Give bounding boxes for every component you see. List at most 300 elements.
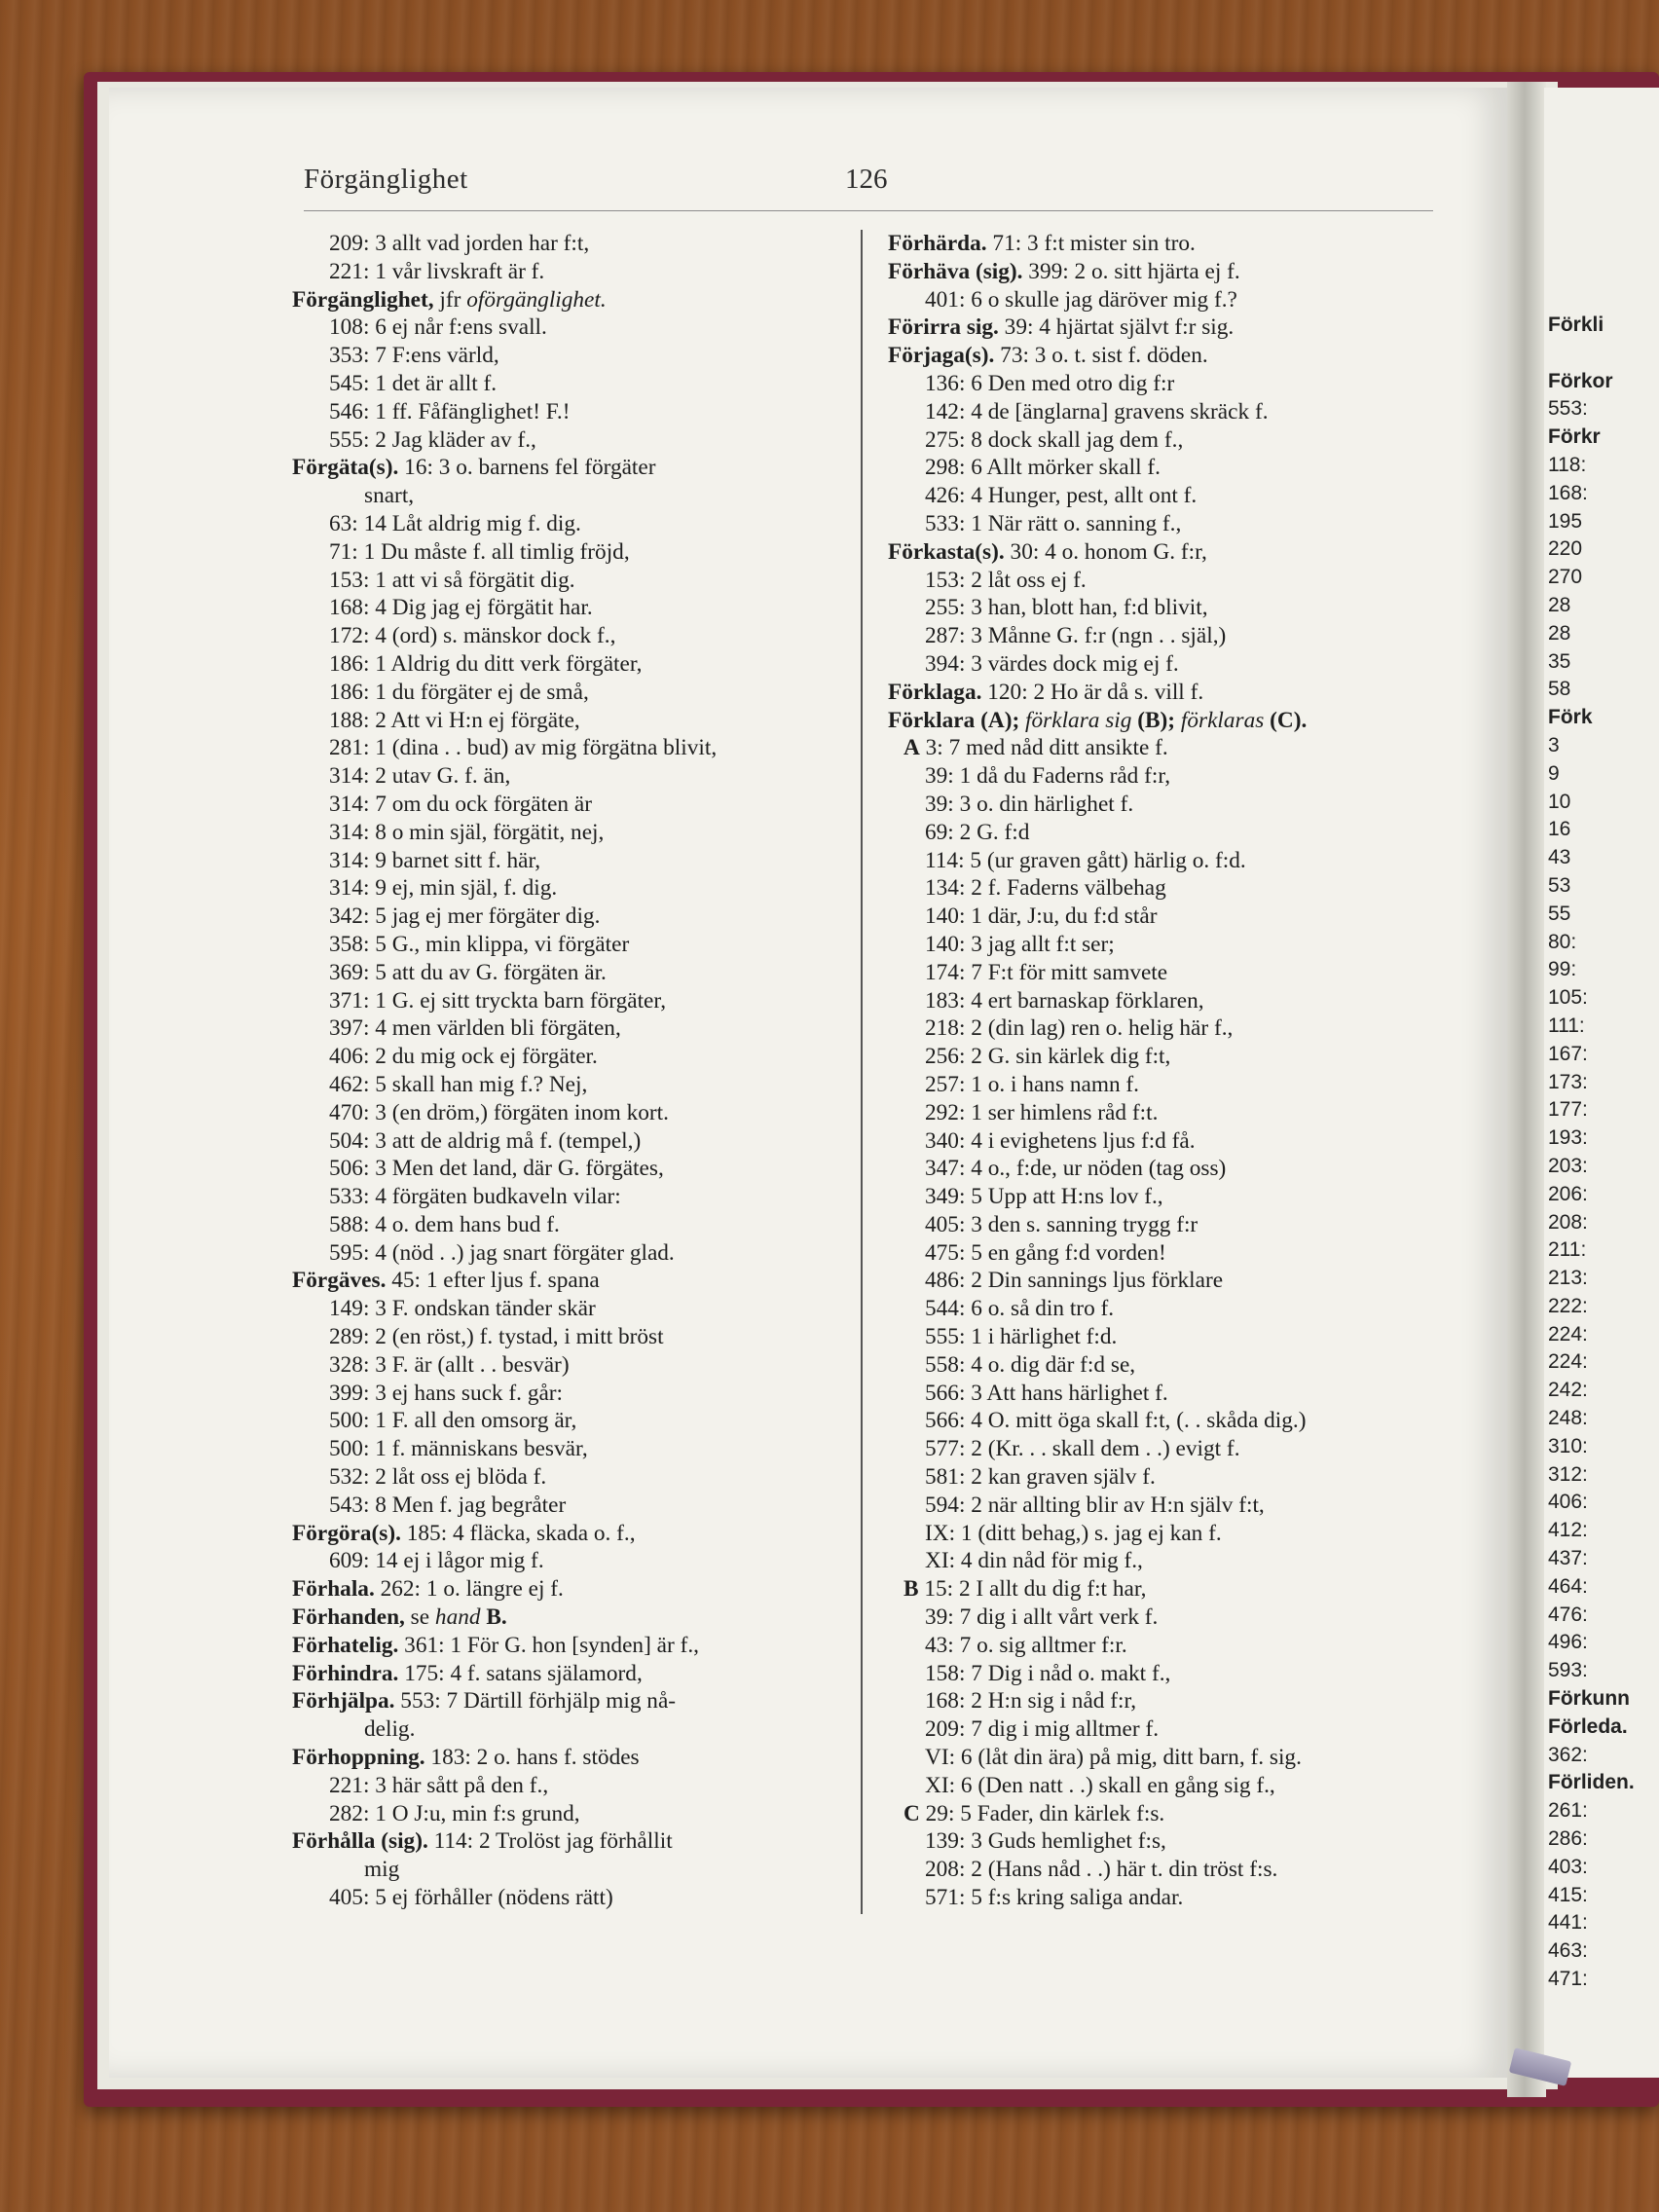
next-page-fragment: 195 bbox=[1548, 509, 1583, 533]
index-subentry bbox=[292, 1407, 857, 1435]
next-page-fragment: 441: bbox=[1548, 1911, 1588, 1935]
index-section-entry bbox=[888, 1575, 1462, 1604]
entry-text: 353: 7 F:ens värld, bbox=[329, 343, 499, 369]
headword: Förhindra. bbox=[292, 1660, 399, 1686]
entry-text: 282: 1 O J:u, min f:s grund, bbox=[329, 1800, 580, 1826]
entry-text: 142: 4 de [änglarna] gravens skräck f. bbox=[925, 398, 1269, 424]
headword: Förgöra(s). bbox=[292, 1520, 401, 1546]
index-subentry bbox=[292, 791, 857, 819]
headword: Förhålla (sig). bbox=[292, 1828, 428, 1855]
index-continuation bbox=[292, 1856, 857, 1884]
index-subentry bbox=[888, 847, 1462, 875]
next-page-fragment: 208: bbox=[1548, 1210, 1588, 1234]
entry-text: 39: 3 o. din härlighet f. bbox=[925, 791, 1134, 817]
entry-text: 399: 3 ej hans suck f. går: bbox=[329, 1380, 564, 1406]
entry-text: (B); bbox=[1131, 707, 1181, 733]
next-page-fragment: 3 bbox=[1548, 733, 1560, 756]
next-page-fragment: Förliden. bbox=[1548, 1771, 1635, 1794]
entry-text: 545: 1 det är allt f. bbox=[329, 370, 498, 396]
next-page-fragment: 270 bbox=[1548, 566, 1583, 589]
headword: Förklaga. bbox=[888, 679, 982, 705]
index-subentry bbox=[888, 1660, 1462, 1688]
entry-text: snart, bbox=[364, 483, 415, 509]
next-page-fragment: 99: bbox=[1548, 958, 1577, 981]
entry-text: 209: 3 allt vad jorden har f:t, bbox=[329, 231, 590, 256]
index-subentry bbox=[888, 1155, 1462, 1183]
entry-text: 175: 4 f. satans själamord, bbox=[398, 1660, 643, 1686]
index-subentry bbox=[888, 903, 1462, 931]
index-subentry bbox=[292, 230, 857, 258]
entry-text: (C). bbox=[1264, 707, 1308, 733]
index-subentry bbox=[292, 510, 857, 538]
entry-text: 183: 4 ert barnaskap förklaren, bbox=[925, 987, 1204, 1014]
entry-text: 39: 1 då du Faderns råd f:r, bbox=[925, 763, 1171, 790]
next-page-fragment: 16 bbox=[1548, 818, 1571, 841]
index-subentry bbox=[292, 594, 857, 622]
entry-text: 543: 8 Men f. jag begråter bbox=[329, 1492, 567, 1518]
entry-text: XI: 6 (Den natt . .) skall en gång sig f., bbox=[925, 1772, 1275, 1798]
entry-text: 140: 3 jag allt f:t ser; bbox=[925, 931, 1115, 957]
index-subentry bbox=[888, 1856, 1462, 1884]
next-page-fragment: 312: bbox=[1548, 1462, 1588, 1486]
next-page-fragment: 553: bbox=[1548, 397, 1588, 421]
index-headword-entry bbox=[292, 1575, 857, 1604]
entry-text: 532: 2 låt oss ej blöda f. bbox=[329, 1464, 547, 1491]
next-page-fragment: 177: bbox=[1548, 1098, 1588, 1122]
entry-text: 405: 5 ej förhåller (nödens rätt) bbox=[329, 1885, 613, 1911]
cross-reference: oförgänglighet. bbox=[466, 286, 607, 313]
index-headword-entry bbox=[292, 1687, 857, 1715]
entry-text: 314: 9 barnet sitt f. här, bbox=[329, 847, 541, 873]
index-headword-entry bbox=[292, 454, 857, 482]
entry-text: 39: 7 dig i allt vårt verk f. bbox=[925, 1604, 1159, 1631]
entry-text: 506: 3 Men det land, där G. förgätes, bbox=[329, 1156, 664, 1182]
next-page-fragment: 213: bbox=[1548, 1267, 1588, 1290]
entry-text: 140: 1 där, J:u, du f:d står bbox=[925, 903, 1158, 930]
index-headword-entry bbox=[888, 707, 1462, 735]
headword: Förhäva (sig). bbox=[888, 258, 1023, 284]
index-subentry bbox=[292, 567, 857, 595]
index-subentry bbox=[292, 1492, 857, 1520]
next-page-fragment: 28 bbox=[1548, 621, 1571, 645]
index-headword-entry bbox=[888, 342, 1462, 370]
entry-text: 257: 1 o. i hans namn f. bbox=[925, 1071, 1140, 1097]
section-letter: A bbox=[903, 735, 920, 761]
entry-text: 553: 7 Därtill förhjälp mig nå- bbox=[394, 1688, 677, 1714]
running-title: Förgänglighet bbox=[304, 164, 468, 195]
next-page-fragment: 206: bbox=[1548, 1182, 1588, 1205]
index-subentry bbox=[292, 398, 857, 426]
index-subentry bbox=[888, 931, 1462, 959]
entry-text: 139: 3 Guds hemlighet f:s, bbox=[925, 1828, 1166, 1855]
next-page-column bbox=[1548, 312, 1635, 1994]
entry-text: 168: 4 Dig jag ej förgätit har. bbox=[329, 595, 593, 621]
entry-text: VI: 6 (låt din ära) på mig, ditt barn, f. sig. bbox=[925, 1745, 1302, 1771]
next-page-fragment: 496: bbox=[1548, 1631, 1588, 1654]
index-subentry bbox=[888, 1827, 1462, 1856]
headword: Förkasta(s). bbox=[888, 538, 1005, 565]
headword: Förgänglighet, bbox=[292, 286, 434, 313]
entry-text: 153: 1 att vi så förgätit dig. bbox=[329, 567, 575, 593]
index-subentry bbox=[292, 1884, 857, 1912]
index-subentry bbox=[292, 707, 857, 735]
entry-text: 16: 3 o. barnens fel förgäter bbox=[398, 455, 656, 481]
cross-reference: förklaras bbox=[1180, 707, 1265, 733]
entry-text: 544: 6 o. så din tro f. bbox=[925, 1296, 1115, 1322]
index-subentry bbox=[292, 903, 857, 931]
entry-text: 504: 3 att de aldrig må f. (tempel,) bbox=[329, 1127, 642, 1154]
entry-text: 369: 5 att du av G. förgäten är. bbox=[329, 959, 607, 985]
index-headword-entry bbox=[888, 679, 1462, 707]
index-subentry bbox=[292, 1380, 857, 1408]
headword: Förgäta(s). bbox=[292, 455, 399, 481]
entry-text: jfr bbox=[433, 286, 467, 313]
entry-text: 3: 7 med nåd ditt ansikte f. bbox=[919, 735, 1168, 761]
index-subentry bbox=[888, 1323, 1462, 1351]
next-page-fragment: 10 bbox=[1548, 790, 1571, 813]
index-subentry bbox=[292, 258, 857, 286]
next-page-fragment: 55 bbox=[1548, 902, 1571, 925]
index-subentry bbox=[888, 567, 1462, 595]
index-subentry bbox=[292, 538, 857, 567]
entry-text: se bbox=[404, 1604, 435, 1631]
index-subentry bbox=[292, 1183, 857, 1211]
index-headword-entry bbox=[292, 1632, 857, 1660]
index-subentry bbox=[888, 1744, 1462, 1772]
left-index-column bbox=[292, 230, 857, 1912]
entry-text: 256: 2 G. sin kärlek dig f:t, bbox=[925, 1044, 1171, 1070]
entry-text: 314: 2 utav G. f. än, bbox=[329, 763, 511, 790]
next-page-fragment: Förleda. bbox=[1548, 1714, 1628, 1738]
index-subentry bbox=[292, 1155, 857, 1183]
entry-text: 533: 4 förgäten budkaveln vilar: bbox=[329, 1184, 621, 1210]
entry-text: 275: 8 dock skall jag dem f., bbox=[925, 426, 1184, 453]
next-page-fragment: 310: bbox=[1548, 1434, 1588, 1457]
headword: Förhärda. bbox=[888, 231, 987, 256]
index-subentry bbox=[888, 594, 1462, 622]
entry-text: 29: 5 Fader, din kärlek f:s. bbox=[919, 1800, 1165, 1826]
entry-text: 500: 1 F. all den omsorg är, bbox=[329, 1408, 577, 1434]
next-page-fragment: 105: bbox=[1548, 986, 1588, 1010]
index-subentry bbox=[888, 454, 1462, 482]
entry-text: 114: 2 Trolöst jag förhållit bbox=[427, 1828, 673, 1855]
index-subentry bbox=[888, 1604, 1462, 1632]
headword: Förjaga(s). bbox=[888, 343, 995, 369]
index-subentry bbox=[292, 1772, 857, 1800]
index-subentry bbox=[292, 342, 857, 370]
index-subentry bbox=[292, 622, 857, 650]
entry-text: 361: 1 För G. hon [synden] är f., bbox=[398, 1632, 699, 1658]
next-page-fragment: Förk bbox=[1548, 706, 1593, 729]
next-page-fragment: Förkr bbox=[1548, 425, 1601, 449]
next-page-fragment: 471: bbox=[1548, 1968, 1588, 1991]
index-subentry bbox=[292, 313, 857, 342]
index-headword-entry bbox=[292, 1744, 857, 1772]
entry-text: B. bbox=[480, 1604, 507, 1631]
entry-text: 209: 7 dig i mig alltmer f. bbox=[925, 1716, 1160, 1743]
index-subentry bbox=[292, 1014, 857, 1043]
entry-text: 69: 2 G. f:d bbox=[925, 819, 1030, 845]
cross-reference: förklara sig bbox=[1025, 707, 1132, 733]
next-page-fragment: 415: bbox=[1548, 1883, 1588, 1906]
entry-text: 172: 4 (ord) s. mänskor dock f., bbox=[329, 623, 616, 649]
index-headword-entry bbox=[888, 313, 1462, 342]
index-subentry bbox=[292, 1547, 857, 1575]
entry-text: 43: 7 o. sig alltmer f:r. bbox=[925, 1632, 1127, 1658]
index-subentry bbox=[888, 1295, 1462, 1323]
index-headword-entry bbox=[888, 258, 1462, 286]
entry-text: 255: 3 han, blott han, f:d blivit, bbox=[925, 595, 1208, 621]
next-page-fragment: 53 bbox=[1548, 873, 1571, 897]
entry-text: 281: 1 (dina . . bud) av mig förgätna blivit, bbox=[329, 735, 718, 761]
entry-text: 340: 4 i evighetens ljus f:d få. bbox=[925, 1127, 1196, 1154]
index-subentry bbox=[888, 482, 1462, 510]
entry-text: 571: 5 f:s kring saliga andar. bbox=[925, 1885, 1184, 1911]
next-page-fragment: 437: bbox=[1548, 1547, 1588, 1570]
next-page-fragment: 167: bbox=[1548, 1042, 1588, 1065]
entry-text: 292: 1 ser himlens råd f:t. bbox=[925, 1099, 1159, 1125]
entry-text: 546: 1 ff. Fåfänglighet! F.! bbox=[329, 398, 571, 424]
next-page-fragment: Förkor bbox=[1548, 369, 1613, 392]
index-subentry bbox=[888, 791, 1462, 819]
index-subentry bbox=[292, 426, 857, 455]
entry-text: 314: 9 ej, min själ, f. dig. bbox=[329, 875, 558, 902]
index-subentry bbox=[888, 1239, 1462, 1268]
entry-text: 134: 2 f. Faderns välbehag bbox=[925, 875, 1166, 902]
entry-text: 218: 2 (din lag) ren o. helig här f., bbox=[925, 1015, 1234, 1042]
index-headword-entry bbox=[292, 1660, 857, 1688]
headword: Förhjälpa. bbox=[292, 1688, 395, 1714]
next-page-fragment: 406: bbox=[1548, 1491, 1588, 1514]
next-page-fragment: 222: bbox=[1548, 1294, 1588, 1317]
entry-text: 168: 2 H:n sig i nåd f:r, bbox=[925, 1688, 1137, 1714]
page-number: 126 bbox=[845, 164, 888, 195]
index-subentry bbox=[292, 650, 857, 679]
next-page-fragment: 168: bbox=[1548, 481, 1588, 504]
index-subentry bbox=[888, 819, 1462, 847]
entry-text: 174: 7 F:t för mitt samvete bbox=[925, 959, 1168, 985]
next-page-edge bbox=[1544, 88, 1659, 2078]
entry-text: 462: 5 skall han mig f.? Nej, bbox=[329, 1071, 588, 1097]
next-page-fragment: 224: bbox=[1548, 1350, 1588, 1374]
entry-text: 595: 4 (nöd . .) jag snart förgäter glad. bbox=[329, 1239, 675, 1266]
book-gutter bbox=[1507, 82, 1546, 2097]
index-section-entry bbox=[888, 1800, 1462, 1828]
next-page-fragment: 593: bbox=[1548, 1659, 1588, 1682]
column-divider bbox=[861, 230, 863, 1914]
index-subentry bbox=[888, 1099, 1462, 1127]
next-page-fragment: 28 bbox=[1548, 593, 1571, 616]
entry-text: 406: 2 du mig ock ej förgäter. bbox=[329, 1044, 598, 1070]
index-subentry bbox=[292, 1239, 857, 1268]
next-page-fragment: 224: bbox=[1548, 1322, 1588, 1346]
entry-text: delig. bbox=[364, 1716, 416, 1743]
entry-text: 153: 2 låt oss ej f. bbox=[925, 567, 1087, 593]
index-continuation bbox=[292, 1715, 857, 1744]
index-continuation bbox=[292, 482, 857, 510]
index-subentry bbox=[292, 734, 857, 762]
entry-text: 555: 1 i härlighet f:d. bbox=[925, 1324, 1118, 1350]
index-subentry bbox=[888, 1127, 1462, 1156]
index-subentry bbox=[888, 874, 1462, 903]
next-page-fragment: 43 bbox=[1548, 846, 1571, 869]
index-subentry bbox=[888, 1435, 1462, 1463]
next-page-fragment: 35 bbox=[1548, 649, 1571, 673]
next-page-fragment: 58 bbox=[1548, 678, 1571, 701]
entry-text: 558: 4 o. dig där f:d se, bbox=[925, 1351, 1136, 1378]
index-subentry bbox=[888, 510, 1462, 538]
next-page-fragment: Förkunn bbox=[1548, 1687, 1630, 1711]
index-subentry bbox=[888, 286, 1462, 314]
index-subentry bbox=[888, 1183, 1462, 1211]
entry-text: 298: 6 Allt mörker skall f. bbox=[925, 455, 1161, 481]
index-subentry bbox=[292, 1435, 857, 1463]
index-headword-entry bbox=[292, 1267, 857, 1295]
entry-text: 401: 6 o skulle jag däröver mig f.? bbox=[925, 286, 1237, 313]
index-subentry bbox=[888, 1772, 1462, 1800]
entry-text: 349: 5 Upp att H:ns lov f., bbox=[925, 1184, 1163, 1210]
entry-text: 262: 1 o. längre ej f. bbox=[374, 1576, 564, 1603]
index-subentry bbox=[292, 874, 857, 903]
entry-text: 328: 3 F. är (allt . . besvär) bbox=[329, 1351, 570, 1378]
entry-text: 221: 3 här sått på den f., bbox=[329, 1772, 549, 1798]
index-subentry bbox=[888, 398, 1462, 426]
index-subentry bbox=[292, 1351, 857, 1380]
index-subentry bbox=[888, 1884, 1462, 1912]
entry-text: 347: 4 o., f:de, ur nöden (tag oss) bbox=[925, 1156, 1227, 1182]
entry-text: 221: 1 vår livskraft är f. bbox=[329, 258, 545, 284]
index-subentry bbox=[292, 1099, 857, 1127]
index-section-entry bbox=[888, 734, 1462, 762]
index-headword-entry bbox=[888, 538, 1462, 567]
index-subentry bbox=[292, 370, 857, 398]
index-subentry bbox=[292, 1127, 857, 1156]
entry-text: 149: 3 F. ondskan tänder skär bbox=[329, 1296, 596, 1322]
entry-text: 108: 6 ej når f:ens svall. bbox=[329, 314, 547, 341]
index-subentry bbox=[292, 1295, 857, 1323]
entry-text: 577: 2 (Kr. . . skall dem . .) evigt f. bbox=[925, 1436, 1240, 1462]
next-page-fragment: 118: bbox=[1548, 453, 1587, 476]
next-page-fragment: 211: bbox=[1548, 1238, 1587, 1262]
section-letter: C bbox=[903, 1800, 920, 1826]
entry-text: 186: 1 Aldrig du ditt verk förgäter, bbox=[329, 650, 643, 677]
entry-text: 158: 7 Dig i nåd o. makt f., bbox=[925, 1660, 1171, 1686]
entry-text: 73: 3 o. t. sist f. döden. bbox=[994, 343, 1208, 369]
entry-text: 533: 1 När rätt o. sanning f., bbox=[925, 510, 1182, 536]
next-page-fragment: 261: bbox=[1548, 1799, 1588, 1823]
entry-text: 287: 3 Månne G. f:r (ngn . . själ,) bbox=[925, 623, 1227, 649]
index-subentry bbox=[888, 426, 1462, 455]
index-subentry bbox=[888, 1380, 1462, 1408]
index-subentry bbox=[888, 1492, 1462, 1520]
index-subentry bbox=[888, 1687, 1462, 1715]
index-subentry bbox=[292, 679, 857, 707]
entry-text: IX: 1 (ditt behag,) s. jag ej kan f. bbox=[925, 1520, 1222, 1546]
entry-text: 183: 2 o. hans f. stödes bbox=[424, 1745, 640, 1771]
index-subentry bbox=[292, 1211, 857, 1239]
entry-text: 314: 8 o min själ, förgätit, nej, bbox=[329, 819, 605, 845]
next-page-fragment: 476: bbox=[1548, 1603, 1588, 1626]
index-subentry bbox=[888, 650, 1462, 679]
index-subentry bbox=[888, 1547, 1462, 1575]
entry-text: 188: 2 Att vi H:n ej förgäte, bbox=[329, 707, 580, 733]
headword: Förirra sig. bbox=[888, 314, 999, 341]
entry-text: 63: 14 Låt aldrig mig f. dig. bbox=[329, 510, 581, 536]
index-subentry bbox=[888, 1463, 1462, 1492]
entry-text: 208: 2 (Hans nåd . .) här t. din tröst f:s. bbox=[925, 1857, 1278, 1883]
next-page-fragment: 242: bbox=[1548, 1379, 1588, 1402]
index-subentry bbox=[888, 1043, 1462, 1071]
index-subentry bbox=[292, 1463, 857, 1492]
index-subentry bbox=[888, 1267, 1462, 1295]
index-subentry bbox=[888, 1520, 1462, 1548]
cross-reference: hand bbox=[434, 1604, 481, 1631]
entry-text: 475: 5 en gång f:d vorden! bbox=[925, 1239, 1166, 1266]
next-page-fragment: 464: bbox=[1548, 1574, 1588, 1598]
index-subentry bbox=[888, 959, 1462, 987]
section-letter: B bbox=[903, 1576, 919, 1603]
entry-text: 120: 2 Ho är då s. vill f. bbox=[981, 679, 1204, 705]
headword: Förhanden, bbox=[292, 1604, 405, 1631]
entry-text: 399: 2 o. sitt hjärta ej f. bbox=[1022, 258, 1240, 284]
index-subentry bbox=[292, 1323, 857, 1351]
entry-text: 555: 2 Jag kläder av f., bbox=[329, 426, 536, 453]
entry-text: 581: 2 kan graven själv f. bbox=[925, 1464, 1156, 1491]
index-subentry bbox=[888, 1071, 1462, 1099]
next-page-fragment: 248: bbox=[1548, 1407, 1588, 1430]
headword: Förgäves. bbox=[292, 1268, 387, 1294]
next-page-fragment bbox=[1548, 340, 1635, 368]
index-subentry bbox=[292, 1071, 857, 1099]
index-subentry bbox=[292, 762, 857, 791]
headword: Förhala. bbox=[292, 1576, 375, 1603]
index-subentry bbox=[888, 1014, 1462, 1043]
next-page-fragment: 403: bbox=[1548, 1855, 1588, 1878]
index-headword-entry bbox=[292, 1604, 857, 1632]
entry-text: 405: 3 den s. sanning trygg f:r bbox=[925, 1211, 1198, 1237]
index-subentry bbox=[292, 819, 857, 847]
index-headword-entry bbox=[292, 1520, 857, 1548]
index-subentry bbox=[292, 847, 857, 875]
entry-text: mig bbox=[364, 1857, 400, 1883]
headword: Förhoppning. bbox=[292, 1745, 425, 1771]
entry-text: 500: 1 f. människans besvär, bbox=[329, 1436, 588, 1462]
index-subentry bbox=[292, 987, 857, 1015]
headword: Förklara (A); bbox=[888, 707, 1020, 733]
entry-text: 588: 4 o. dem hans bud f. bbox=[329, 1211, 560, 1237]
index-subentry bbox=[888, 987, 1462, 1015]
next-page-fragment: 286: bbox=[1548, 1827, 1588, 1851]
next-page-fragment: 193: bbox=[1548, 1126, 1588, 1150]
index-subentry bbox=[888, 622, 1462, 650]
entry-text: 566: 3 Att hans härlighet f. bbox=[925, 1380, 1168, 1406]
index-subentry bbox=[888, 1211, 1462, 1239]
entry-text: 426: 4 Hunger, pest, allt ont f. bbox=[925, 483, 1198, 509]
index-headword-entry bbox=[888, 230, 1462, 258]
entry-text: 314: 7 om du ock förgäten är bbox=[329, 791, 593, 817]
next-page-fragment: 173: bbox=[1548, 1070, 1588, 1093]
entry-text: 186: 1 du förgäter ej de små, bbox=[329, 679, 589, 705]
entry-text: 342: 5 jag ej mer förgäter dig. bbox=[329, 903, 601, 930]
entry-text: 594: 2 när allting blir av H:n själv f:t, bbox=[925, 1492, 1265, 1518]
entry-text: 289: 2 (en röst,) f. tystad, i mitt bröst bbox=[329, 1324, 664, 1350]
entry-text: 486: 2 Din sannings ljus förklare bbox=[925, 1268, 1224, 1294]
entry-text: 71: 1 Du måste f. all timlig fröjd, bbox=[329, 538, 630, 565]
index-subentry bbox=[888, 1632, 1462, 1660]
index-subentry bbox=[888, 1351, 1462, 1380]
entry-text: 394: 3 värdes dock mig ej f. bbox=[925, 650, 1179, 677]
index-subentry bbox=[888, 1715, 1462, 1744]
